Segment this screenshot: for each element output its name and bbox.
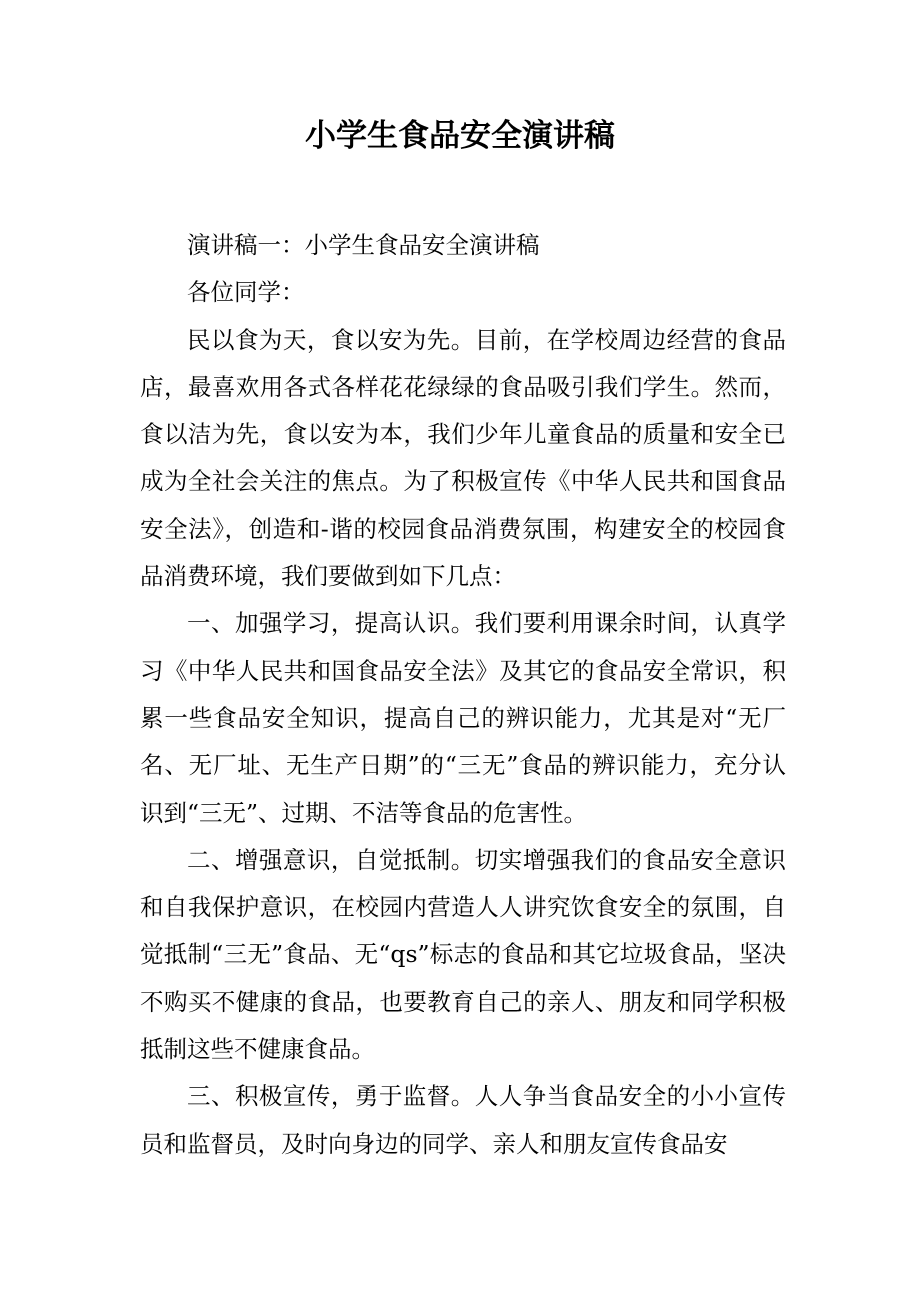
- document-title: 小学生食品安全演讲稿: [305, 118, 615, 154]
- paragraph-salutation: 各位同学：: [187, 278, 305, 307]
- paragraph-point-one: 一、加强学习，提高认识。我们要利用课余时间，认真学习《中华人民共和国食品安全法》及其它的食品安全常识，积累一些食品安全知识，提高自己的辨识能力，尤其是对“无厂名、无厂址、无生产日期”的“三无”食品的辨识能力，充分认识到“三无”、过期、不洁等食品的危害性。: [140, 609, 786, 827]
- document-body: [140, 222, 786, 1168]
- paragraph-point-three: 三、积极宣传，勇于监督。人人争当食品安全的小小宣传员和监督员，及时向身边的同学、亲人和朋友宣传食品安: [140, 1082, 786, 1158]
- paragraph-point-two: 二、增强意识，自觉抵制。切实增强我们的食品安全意识和自我保护意识，在校园内营造人人讲究饮食安全的氛围，自觉抵制“三无”食品、无“qs”标志的食品和其它垃圾食品，坚决不购买不健康的食品，也要教育自己的亲人、朋友和同学积极抵制这些不健康食品。: [140, 845, 786, 1064]
- paragraph-speech-heading: 演讲稿一：小学生食品安全演讲稿: [187, 231, 540, 259]
- paragraph-intro: 民以食为天，食以安为先。目前，在学校周边经营的食品店，最喜欢用各式各样花花绿绿的食品吸引我们学生。然而，食以洁为先，食以安为本，我们少年儿童食品的质量和安全已成为全社会关注的焦点。为了积极宣传《中华人民共和国食品安全法》，创造和-谐的校园食品消费氛围，构建安全的校园食品消费环境，我们要做到如下几点：: [140, 325, 786, 591]
